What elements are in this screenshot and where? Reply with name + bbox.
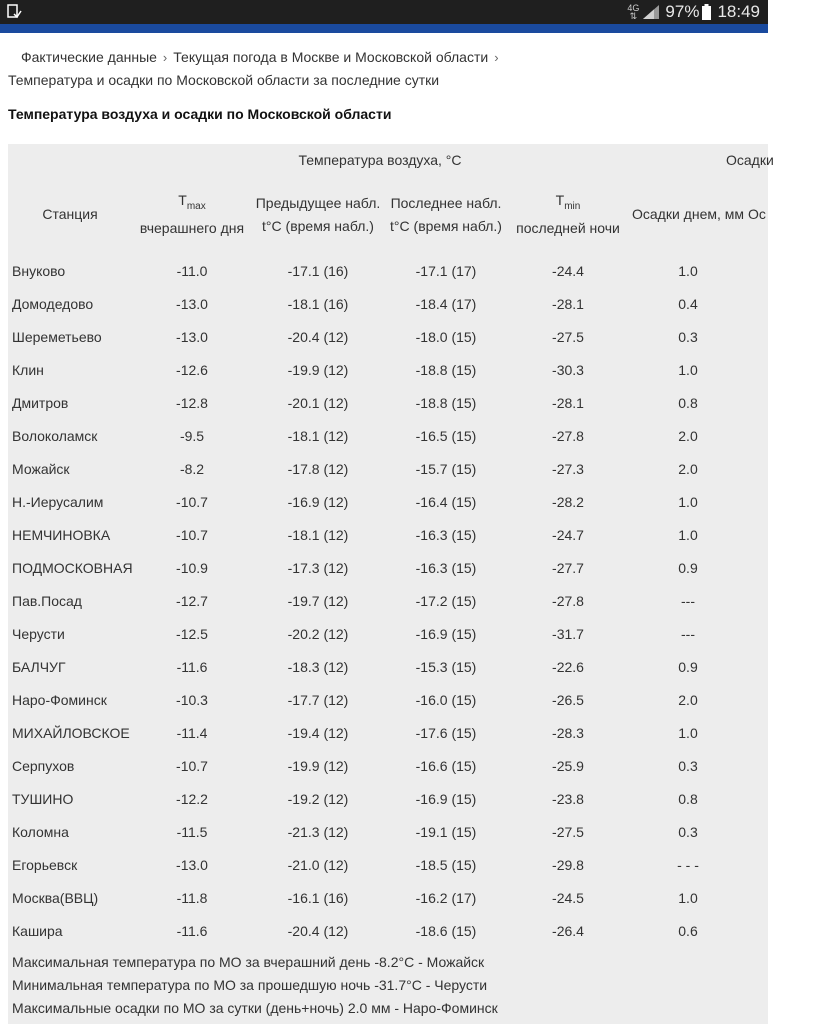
- tmin-cell: -27.8: [552, 427, 584, 444]
- tmax-cell: -11.6: [176, 922, 208, 939]
- tmin-cell: -22.6: [552, 658, 584, 675]
- table-row: [8, 683, 828, 716]
- tmin-cell: -24.5: [552, 889, 584, 906]
- tmin-cell: -24.7: [552, 526, 584, 543]
- group-header-precipitation: Осадки: [726, 151, 774, 168]
- night-precipitation-cell: [748, 386, 828, 419]
- table-row: [8, 320, 828, 353]
- table-row: [8, 782, 828, 815]
- chevron-right-icon: ›: [494, 50, 499, 65]
- previous-observation-cell: -21.0 (12): [287, 856, 349, 873]
- last-observation-cell: -16.9 (15): [415, 790, 477, 807]
- tmax-cell: -10.7: [176, 757, 208, 774]
- tmin-cell: -28.3: [552, 724, 584, 741]
- last-observation-cell: -17.1 (17): [415, 262, 477, 279]
- day-precipitation-cell: 0.3: [678, 328, 698, 345]
- tmin-cell: -26.5: [552, 691, 584, 708]
- tmin-cell: -24.4: [552, 262, 584, 279]
- night-precipitation-cell: [748, 320, 828, 353]
- table-row: [8, 419, 828, 452]
- last-observation-cell: -18.5 (15): [415, 856, 477, 873]
- table-row: [8, 848, 828, 881]
- table-group-header-row: [8, 144, 828, 175]
- tmax-cell: -11.5: [176, 823, 208, 840]
- previous-observation-cell: -16.9 (12): [287, 493, 349, 510]
- previous-observation-cell: -17.7 (12): [287, 691, 349, 708]
- day-precipitation-cell: 0.8: [678, 394, 698, 411]
- battery-icon: [702, 4, 711, 20]
- night-precipitation-cell: [748, 485, 828, 518]
- previous-observation-cell: -18.1 (16): [287, 295, 349, 312]
- station-cell: Москва(ВВЦ): [12, 889, 99, 906]
- column-header-night-precipitation: Ос: [748, 206, 766, 222]
- previous-observation-cell: -20.4 (12): [287, 328, 349, 345]
- previous-observation-cell: -16.1 (16): [287, 889, 349, 906]
- night-precipitation-cell: [748, 518, 828, 551]
- tmax-cell: -12.6: [176, 361, 208, 378]
- last-observation-cell: -15.3 (15): [415, 658, 477, 675]
- tmin-cell: -27.3: [552, 460, 584, 477]
- last-observation-cell: -16.2 (17): [415, 889, 477, 906]
- notification-icon: [6, 3, 22, 19]
- tmax-cell: -10.7: [176, 493, 208, 510]
- tmin-cell: -30.3: [552, 361, 584, 378]
- station-cell: ПОДМОСКОВНАЯ: [12, 559, 133, 576]
- table-row: [8, 518, 828, 551]
- day-precipitation-cell: ---: [681, 592, 695, 609]
- night-precipitation-cell: [748, 782, 828, 815]
- group-header-temperature: Температура воздуха, °C: [298, 151, 462, 168]
- tmax-cell: -12.7: [176, 592, 208, 609]
- night-precipitation-cell: [748, 353, 828, 386]
- night-precipitation-cell: [748, 848, 828, 881]
- table-row: [8, 617, 828, 650]
- column-header-day-precipitation: Осадки днем, мм: [631, 206, 745, 222]
- tmin-cell: -31.7: [552, 625, 584, 642]
- table-row: [8, 452, 828, 485]
- tmin-cell: -25.9: [552, 757, 584, 774]
- last-observation-cell: -18.0 (15): [415, 328, 477, 345]
- weather-table: [8, 144, 828, 947]
- table-row: [8, 584, 828, 617]
- tmin-cell: -27.5: [552, 328, 584, 345]
- tmax-cell: -12.2: [176, 790, 208, 807]
- table-row: [8, 716, 828, 749]
- station-cell: Можайск: [12, 460, 70, 477]
- night-precipitation-cell: [748, 617, 828, 650]
- previous-observation-cell: -17.1 (16): [287, 262, 349, 279]
- section-title: Температура воздуха и осадки по Московской области: [8, 106, 392, 122]
- station-cell: Черусти: [12, 625, 65, 642]
- signal-strength-icon: [643, 5, 659, 19]
- night-precipitation-cell: [748, 584, 828, 617]
- status-bar: [0, 0, 768, 24]
- day-precipitation-cell: - - -: [677, 856, 699, 873]
- day-precipitation-cell: 1.0: [678, 361, 698, 378]
- station-cell: Наро-Фоминск: [12, 691, 107, 708]
- day-precipitation-cell: 0.6: [678, 922, 698, 939]
- station-cell: Волоколамск: [12, 427, 98, 444]
- table-row: [8, 749, 828, 782]
- battery-percentage: 97%: [665, 2, 700, 21]
- last-observation-cell: -15.7 (15): [415, 460, 477, 477]
- table-row: [8, 287, 828, 320]
- weather-table-container[interactable]: [8, 144, 774, 1024]
- previous-observation-cell: -18.3 (12): [287, 658, 349, 675]
- station-cell: МИХАЙЛОВСКОЕ: [12, 724, 130, 741]
- station-cell: Внуково: [12, 262, 66, 279]
- night-precipitation-cell: [748, 287, 828, 320]
- last-observation-cell: -18.6 (15): [415, 922, 477, 939]
- tmax-cell: -11.4: [176, 724, 208, 741]
- tmax-cell: -13.0: [176, 856, 208, 873]
- previous-observation-cell: -18.1 (12): [287, 427, 349, 444]
- table-header-row: [8, 175, 828, 254]
- previous-observation-cell: -19.9 (12): [287, 757, 349, 774]
- column-header-station: Станция: [42, 206, 98, 222]
- night-precipitation-cell: [748, 650, 828, 683]
- night-precipitation-cell: [748, 254, 828, 287]
- tmin-cell: -27.7: [552, 559, 584, 576]
- table-row: [8, 386, 828, 419]
- tmax-cell: -11.6: [176, 658, 208, 675]
- previous-observation-cell: -20.2 (12): [287, 625, 349, 642]
- tmax-cell: -12.5: [176, 625, 208, 642]
- day-precipitation-cell: 2.0: [678, 691, 698, 708]
- day-precipitation-cell: 0.3: [678, 823, 698, 840]
- station-cell: Шереметьево: [12, 328, 102, 345]
- tmin-cell: -27.8: [552, 592, 584, 609]
- last-observation-cell: -16.5 (15): [415, 427, 477, 444]
- summary: [8, 947, 768, 1020]
- night-precipitation-cell: [748, 683, 828, 716]
- station-cell: Н.-Иерусалим: [12, 493, 104, 510]
- day-precipitation-cell: 1.0: [678, 493, 698, 510]
- tmin-cell: -28.1: [552, 394, 584, 411]
- column-header-tmin: $T_{min}$ последней ночи: [516, 191, 620, 237]
- station-cell: НЕМЧИНОВКА: [12, 526, 111, 543]
- station-cell: Клин: [12, 361, 44, 378]
- last-observation-cell: -18.8 (15): [415, 394, 477, 411]
- last-observation-cell: -16.0 (15): [415, 691, 477, 708]
- table-row: [8, 650, 828, 683]
- summary-min-temperature: Минимальная температура по МО за прошедшую ночь -31.7°C - Черусти: [12, 977, 488, 993]
- tmin-cell: -29.8: [552, 856, 584, 873]
- day-precipitation-cell: 2.0: [678, 460, 698, 477]
- station-cell: Егорьевск: [12, 856, 78, 873]
- day-precipitation-cell: 2.0: [678, 427, 698, 444]
- table-row: [8, 485, 828, 518]
- breadcrumb: [8, 46, 760, 92]
- day-precipitation-cell: 1.0: [678, 889, 698, 906]
- previous-observation-cell: -18.1 (12): [287, 526, 349, 543]
- night-precipitation-cell: [748, 749, 828, 782]
- station-cell: ТУШИНО: [12, 790, 74, 807]
- table-row: [8, 551, 828, 584]
- station-cell: Дмитров: [12, 394, 69, 411]
- table-row: [8, 914, 828, 947]
- day-precipitation-cell: 0.4: [678, 295, 698, 312]
- tmin-cell: -23.8: [552, 790, 584, 807]
- site-header-bar: [0, 24, 768, 33]
- previous-observation-cell: -20.4 (12): [287, 922, 349, 939]
- tmin-cell: -28.1: [552, 295, 584, 312]
- day-precipitation-cell: 1.0: [678, 724, 698, 741]
- tmax-cell: -12.8: [176, 394, 208, 411]
- clock: 18:49: [717, 2, 760, 21]
- day-precipitation-cell: 0.9: [678, 658, 698, 675]
- previous-observation-cell: -20.1 (12): [287, 394, 349, 411]
- summary-max-precipitation: Максимальные осадки по МО за сутки (день+ночь) 2.0 мм - Наро-Фоминск: [12, 1000, 498, 1016]
- column-header-last-observation: Последнее набл. t°C (время набл.): [390, 194, 502, 234]
- previous-observation-cell: -19.2 (12): [287, 790, 349, 807]
- tmax-cell: -10.3: [176, 691, 208, 708]
- previous-observation-cell: -19.9 (12): [287, 361, 349, 378]
- tmin-cell: -28.2: [552, 493, 584, 510]
- last-observation-cell: -16.3 (15): [415, 559, 477, 576]
- previous-observation-cell: -19.7 (12): [287, 592, 349, 609]
- previous-observation-cell: -17.8 (12): [287, 460, 349, 477]
- day-precipitation-cell: ---: [681, 625, 695, 642]
- tmin-cell: -26.4: [552, 922, 584, 939]
- night-precipitation-cell: [748, 881, 828, 914]
- last-observation-cell: -16.4 (15): [415, 493, 477, 510]
- last-observation-cell: -16.3 (15): [415, 526, 477, 543]
- night-precipitation-cell: [748, 815, 828, 848]
- tmax-cell: -13.0: [176, 328, 208, 345]
- night-precipitation-cell: [748, 551, 828, 584]
- night-precipitation-cell: [748, 716, 828, 749]
- breadcrumb-item-current-weather[interactable]: Текущая погода в Москве и Московской области: [173, 49, 489, 65]
- station-cell: Серпухов: [12, 757, 75, 774]
- station-cell: Кашира: [12, 922, 63, 939]
- night-precipitation-cell: [748, 452, 828, 485]
- table-row: [8, 353, 828, 386]
- day-precipitation-cell: 0.3: [678, 757, 698, 774]
- day-precipitation-cell: 0.9: [678, 559, 698, 576]
- last-observation-cell: -18.4 (17): [415, 295, 477, 312]
- tmax-cell: -11.8: [176, 889, 208, 906]
- station-cell: Пав.Посад: [12, 592, 82, 609]
- tmax-cell: -11.0: [176, 262, 208, 279]
- last-observation-cell: -17.6 (15): [415, 724, 477, 741]
- breadcrumb-item-actual-data[interactable]: Фактические данные: [21, 49, 157, 65]
- previous-observation-cell: -17.3 (12): [287, 559, 349, 576]
- tmax-cell: -8.2: [179, 460, 205, 477]
- previous-observation-cell: -19.4 (12): [287, 724, 349, 741]
- last-observation-cell: -17.2 (15): [415, 592, 477, 609]
- day-precipitation-cell: 1.0: [678, 526, 698, 543]
- last-observation-cell: -19.1 (15): [415, 823, 477, 840]
- table-row: [8, 815, 828, 848]
- breadcrumb-item-current-page: Температура и осадки по Московской области за последние сутки: [8, 72, 440, 88]
- network-type-indicator: 4G ⇅: [627, 3, 640, 21]
- chevron-right-icon: ›: [162, 50, 168, 65]
- column-header-previous-observation: Предыдущее набл. t°C (время набл.): [255, 194, 381, 234]
- tmin-cell: -27.5: [552, 823, 584, 840]
- tmax-cell: -10.7: [176, 526, 208, 543]
- last-observation-cell: -16.6 (15): [415, 757, 477, 774]
- night-precipitation-cell: [748, 419, 828, 452]
- station-cell: Коломна: [12, 823, 69, 840]
- previous-observation-cell: -21.3 (12): [287, 823, 349, 840]
- last-observation-cell: -18.8 (15): [415, 361, 477, 378]
- column-header-tmax: $T_{max}$ вчерашнего дня: [139, 191, 245, 237]
- station-cell: БАЛЧУГ: [12, 658, 66, 675]
- table-row: [8, 254, 828, 287]
- day-precipitation-cell: 0.8: [678, 790, 698, 807]
- night-precipitation-cell: [748, 914, 828, 947]
- station-cell: Домодедово: [12, 295, 94, 312]
- day-precipitation-cell: 1.0: [678, 262, 698, 279]
- tmax-cell: -9.5: [179, 427, 205, 444]
- last-observation-cell: -16.9 (15): [415, 625, 477, 642]
- table-row: [8, 881, 828, 914]
- tmax-cell: -10.9: [176, 559, 208, 576]
- tmax-cell: -13.0: [176, 295, 208, 312]
- summary-max-temperature: Максимальная температура по МО за вчерашний день -8.2°C - Можайск: [12, 954, 485, 970]
